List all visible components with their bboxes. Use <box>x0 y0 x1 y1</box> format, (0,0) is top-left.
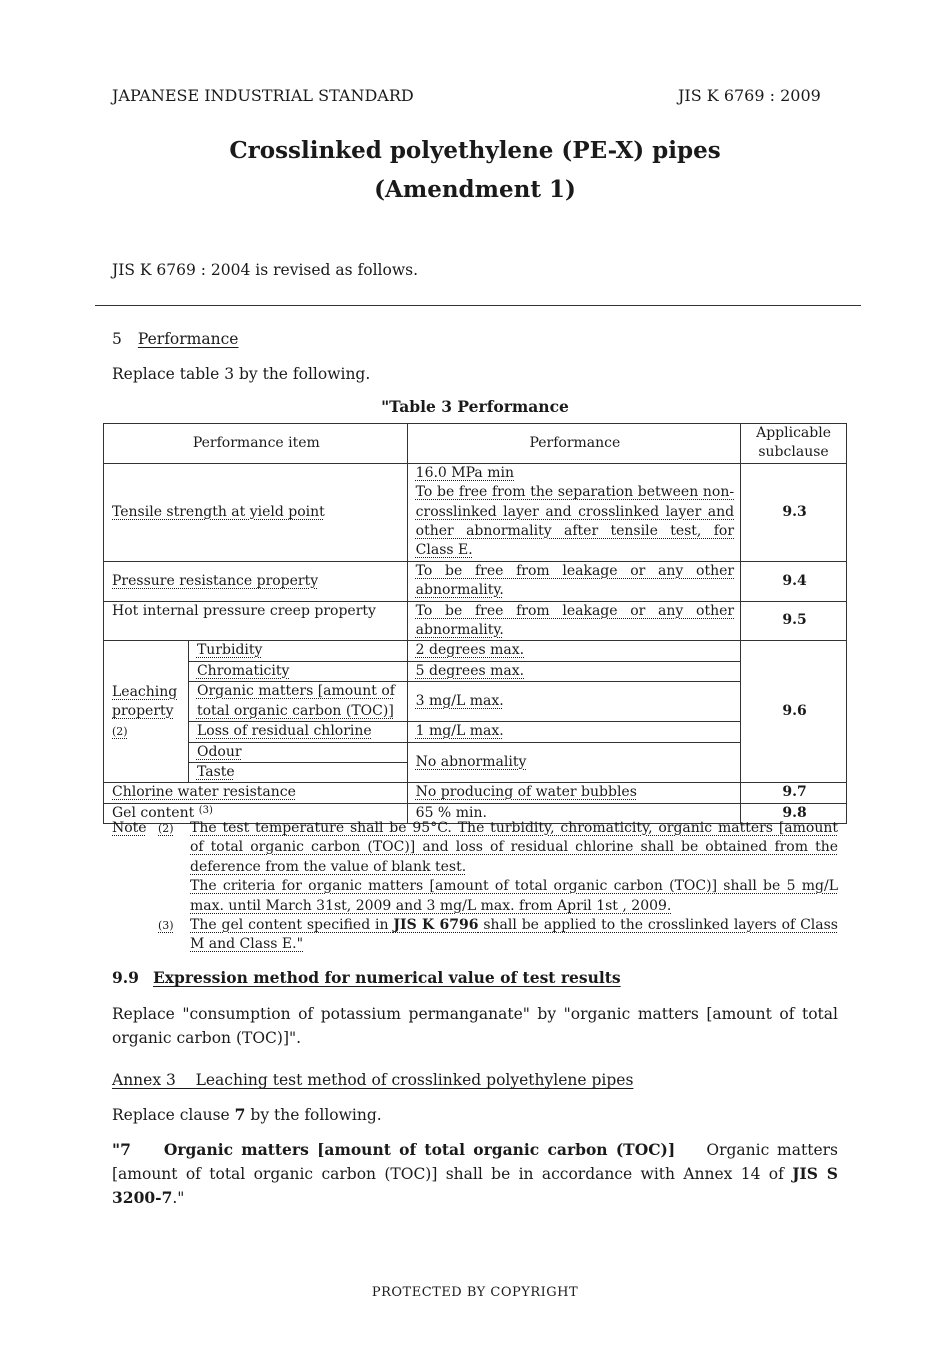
intro-rest: : 2004 is revised as follows. <box>195 261 418 279</box>
section-9-9-number: 9.9 <box>112 968 139 987</box>
intro-std: JIS K 6769 <box>112 261 196 279</box>
leaching-subclause: 9.6 <box>741 641 847 783</box>
section-9-9-title: Expression method for numerical value of test results <box>152 968 621 987</box>
turbidity-performance: 2 degrees max. <box>415 642 525 659</box>
page-subtitle: (Amendment 1) <box>374 176 576 203</box>
pressure-performance: To be free from leakage or any other abnormality. <box>415 562 735 599</box>
organic-performance: 3 mg/L max. <box>415 692 504 709</box>
annex-3-instruction: Replace clause 7 by the following. <box>112 1105 382 1124</box>
creep-subclause: 9.5 <box>741 601 847 641</box>
page-title: Crosslinked polyethylene (PE-X) pipes <box>229 137 721 164</box>
table-row-organic <box>104 682 847 722</box>
note-3-text: The gel content specified in JIS K 6796 shall be applied to the crosslinked layers of Class M and Class E." <box>190 917 838 953</box>
chlorine-resistance-item: Chlorine water resistance <box>112 784 296 801</box>
odour-taste-performance: No abnormality <box>415 753 527 770</box>
annex-3-clause: "7 Organic matters [amount of total organic carbon (TOC)] Organic matters [amount of total organic carbon (TOC)] shall be in accordance with Annex 14 of JIS S 3200-7." <box>112 1140 843 1207</box>
header-performance-item: Performance item <box>104 424 408 464</box>
gel-item: Gel content $^{(3)}$ <box>104 803 408 823</box>
standard-label: JAPANESE INDUSTRIAL STANDARD <box>112 86 414 105</box>
creep-performance: To be free from leakage or any other abnormality. <box>415 602 735 639</box>
chlorine-resistance-subclause: 9.7 <box>741 783 847 803</box>
section-5-title: Performance <box>137 330 239 348</box>
table-row-creep <box>104 601 847 641</box>
gel-subclause: 9.8 <box>741 803 847 823</box>
odour-item: Odour <box>196 743 242 760</box>
table-row-chromaticity <box>104 661 847 681</box>
gel-performance: 65 % min. <box>407 803 740 823</box>
chlorine-loss-performance: 1 mg/L max. <box>415 723 504 740</box>
table-row-pressure <box>104 561 847 601</box>
chromaticity-performance: 5 degrees max. <box>415 662 525 679</box>
table-row-chlorine-resistance <box>104 783 847 803</box>
divider <box>95 305 861 306</box>
table-row-chlorine-loss <box>104 722 847 742</box>
section-5-number: 5 <box>112 330 122 348</box>
creep-item: Hot internal pressure creep property <box>104 601 408 641</box>
table-row-turbidity <box>104 641 847 661</box>
tensile-subclause: 9.3 <box>741 463 847 561</box>
table-row-odour <box>104 742 847 762</box>
table-caption: "Table 3 Performance <box>381 397 569 416</box>
note-3-mark: (3) <box>158 919 174 932</box>
turbidity-item: Turbidity <box>196 642 263 659</box>
section-5-heading <box>112 330 238 348</box>
tensile-performance: 16.0 MPa min To be free from the separation between non-crosslinked layer and crosslinked layer and other abnormality after tensile test, for Class E. <box>407 463 740 561</box>
note-label: Note <box>112 820 147 836</box>
table-header-row <box>104 424 847 464</box>
organic-item: Organic matters [amount of total organic carbon (TOC)] <box>196 683 395 719</box>
section-5-instruction: Replace table 3 by the following. <box>112 365 371 383</box>
chromaticity-item: Chromaticity <box>196 662 290 679</box>
pressure-subclause: 9.4 <box>741 561 847 601</box>
annex-3-clause-std: JIS S 3200-7 <box>112 1164 838 1207</box>
tensile-item: Tensile strength at yield point <box>104 463 408 561</box>
copyright-footer: PROTECTED BY COPYRIGHT <box>371 1285 579 1300</box>
header-subclause: Applicable subclause <box>741 424 847 464</box>
performance-table <box>103 423 847 824</box>
annex-3-heading: Annex 3 Leaching test method of crosslinked polyethylene pipes <box>112 1071 634 1089</box>
leaching-item: Leaching property (2) <box>104 641 189 783</box>
intro-text <box>112 261 418 279</box>
annex-3-clause-title: "7 Organic matters [amount of total organic carbon (TOC)] <box>112 1140 676 1159</box>
note-2-mark: (2) <box>158 822 174 835</box>
chlorine-resistance-performance: No producing of water bubbles <box>415 784 637 801</box>
pressure-item: Pressure resistance property <box>112 572 319 589</box>
standard-number: JIS K 6769 : 2009 <box>678 86 821 105</box>
chlorine-loss-item: Loss of residual chlorine <box>196 723 372 740</box>
header-performance: Performance <box>407 424 740 464</box>
table-row-tensile <box>104 463 847 561</box>
section-9-9-text: Replace "consumption of potassium permanganate" by "organic matters [amount of total organic carbon (TOC)]". <box>112 1005 838 1047</box>
note-3-std: JIS K 6796 <box>393 917 479 933</box>
taste-item: Taste <box>196 763 235 780</box>
note-2-text: The test temperature shall be 95°C. The turbidity, chromaticity, organic matters [amount of total organic carbon (TOC)] and loss of residual chlorine shall be obtained from the deference from the value of blank test. The criteria for organic matters [amount of total organic carbon (TOC)] shall be 5 mg/L max. until March 31st, 2009 and 3 mg/L max. from April 1st , 2009. <box>190 820 838 914</box>
section-9-9-heading <box>112 968 621 987</box>
